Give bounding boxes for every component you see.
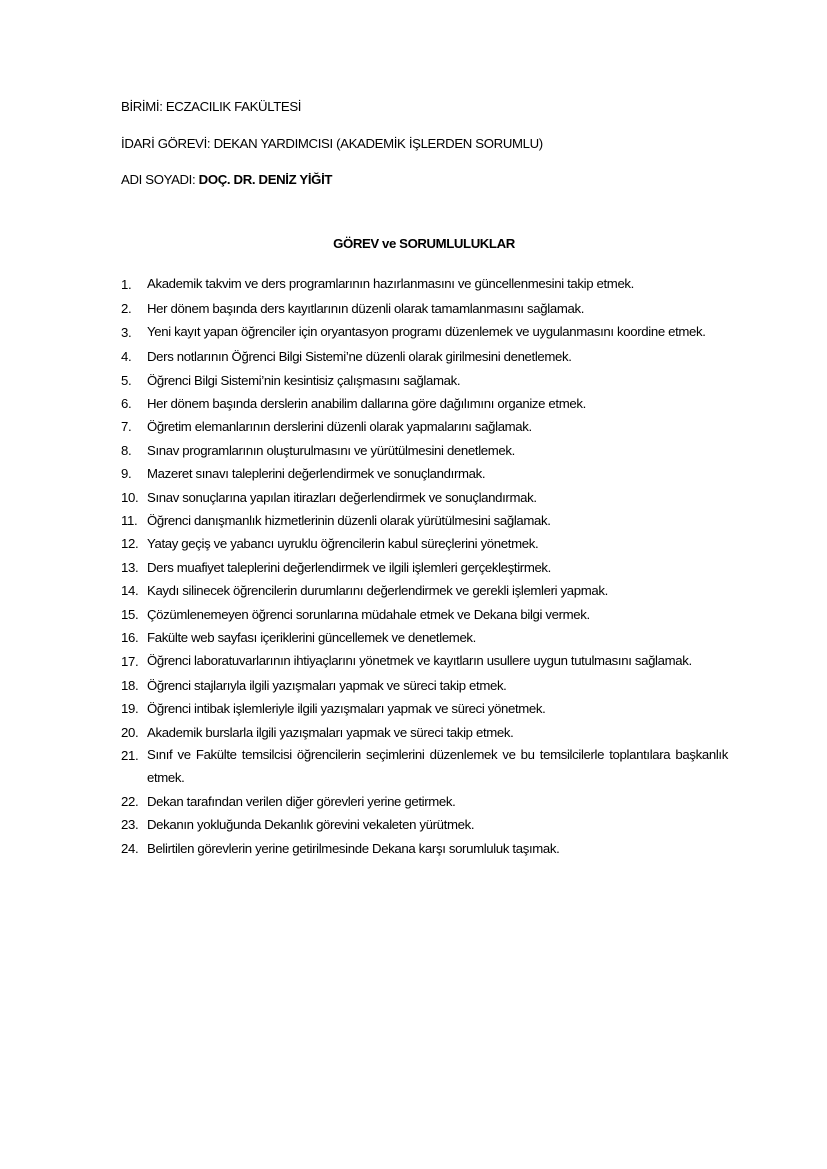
duty-item: [121, 697, 728, 720]
duty-text: Öğrenci Bilgi Sistemi’nin kesintisiz çalışmasını sağlamak.: [147, 372, 461, 388]
duty-number: 1.: [121, 277, 132, 292]
duty-number: 12.: [121, 536, 139, 552]
duty-item: [121, 462, 728, 485]
duty-item: [121, 273, 728, 296]
unit-label: BİRİMİ:: [121, 99, 163, 114]
duty-item: [121, 321, 728, 344]
duty-text: Öğrenci danışmanlık hizmetlerinin düzenli olarak yürütülmesini sağlamak.: [147, 513, 551, 529]
duty-number: 16.: [121, 630, 139, 646]
duty-item: [121, 439, 728, 462]
duty-number: 3.: [121, 324, 132, 340]
duty-text: Sınıf ve Fakülte temsilcisi öğrencilerin seçimlerini düzenlemek ve bu temsilcilerle toplantılara başkanlık etmek.: [147, 747, 728, 785]
duty-number: 20.: [121, 724, 139, 740]
duty-number: 22.: [121, 793, 139, 809]
duty-text: Mazeret sınavı taleplerini değerlendirmek ve sonuçlandırmak.: [147, 466, 486, 482]
duty-item: [121, 556, 728, 579]
duty-item: [121, 345, 728, 368]
duty-text: Belirtilen görevlerin yerine getirilmesinde Dekana karşı sorumluluk taşımak.: [147, 840, 560, 856]
duty-text: Kaydı silinecek öğrencilerin durumlarını değerlendirmek ve gerekli işlemleri yapmak.: [147, 583, 608, 599]
duty-number: 21.: [121, 748, 139, 764]
name-value: DOÇ. DR. DENİZ YİĞİT: [198, 172, 333, 187]
duty-item: [121, 603, 728, 626]
duty-text: Öğretim elemanlarının derslerini düzenli olarak yapmalarını sağlamak.: [147, 419, 532, 435]
duty-item: [121, 744, 728, 789]
duty-text: Öğrenci laboratuvarlarının ihtiyaçlarını yönetmek ve kayıtların usullere uygun tutulmasını sağlamak.: [147, 652, 692, 668]
duty-text: Ders notlarının Öğrenci Bilgi Sistemi’ne düzenli olarak girilmesini denetlemek.: [147, 349, 572, 365]
role-value: DEKAN YARDIMCISI (AKADEMİK İŞLERDEN SORUMLU): [213, 136, 543, 151]
duty-item: [121, 674, 728, 697]
duty-text: Akademik takvim ve ders programlarının hazırlanmasını ve güncellenmesini takip etmek.: [147, 276, 634, 291]
duty-item: [121, 721, 728, 744]
duty-item: [121, 579, 728, 602]
duty-number: 13.: [121, 559, 139, 575]
duty-item: [121, 532, 728, 555]
duty-number: 8.: [121, 442, 132, 458]
duty-number: 17.: [121, 653, 139, 669]
duty-item: [121, 369, 728, 392]
duty-number: 19.: [121, 701, 139, 717]
duty-item: [121, 415, 728, 438]
name-line: [121, 172, 332, 188]
duty-text: Yeni kayıt yapan öğrenciler için oryantasyon programı düzenlemek ve uygulanmasını koordine etmek.: [147, 323, 706, 339]
duty-number: 15.: [121, 606, 139, 622]
unit-value: ECZACILIK FAKÜLTESİ: [165, 99, 302, 114]
duty-number: 14.: [121, 583, 139, 599]
duty-text: Akademik burslarla ilgili yazışmaları yapmak ve süreci takip etmek.: [147, 724, 514, 740]
duty-item: [121, 813, 728, 836]
duty-text: Dekanın yokluğunda Dekanlık görevini vekaleten yürütmek.: [147, 817, 475, 833]
duty-text: Öğrenci stajlarıyla ilgili yazışmaları yapmak ve süreci takip etmek.: [147, 677, 507, 693]
duty-text: Sınav sonuçlarına yapılan itirazları değerlendirmek ve sonuçlandırmak.: [147, 489, 537, 505]
duty-text: Çözümlenemeyen öğrenci sorunlarına müdahale etmek ve Dekana bilgi vermek.: [147, 606, 590, 622]
role-line: [121, 136, 543, 152]
duty-number: 6.: [121, 396, 132, 412]
duty-number: 9.: [121, 466, 132, 482]
duty-number: 5.: [121, 372, 132, 388]
duty-text: Her dönem başında ders kayıtlarının düzenli olarak tamamlanmasını sağlamak.: [147, 301, 585, 317]
duty-item: [121, 790, 728, 813]
duty-number: 24.: [121, 840, 139, 856]
duty-number: 11.: [121, 513, 138, 529]
duty-item: [121, 486, 728, 509]
duty-text: Ders muafiyet taleplerini değerlendirmek ve ilgili işlemleri gerçekleştirmek.: [147, 559, 551, 575]
role-label: İDARİ GÖREVİ:: [121, 136, 211, 151]
duty-text: Sınav programlarının oluşturulmasını ve yürütülmesini denetlemek.: [147, 442, 515, 458]
section-title: GÖREV ve SORUMLULUKLAR: [333, 236, 515, 251]
duty-item: [121, 650, 728, 673]
duty-item: [121, 297, 728, 320]
duty-item: [121, 392, 728, 415]
duty-text: Yatay geçiş ve yabancı uyruklu öğrencilerin kabul süreçlerini yönetmek.: [147, 536, 539, 552]
duty-number: 10.: [121, 489, 139, 505]
duty-item: [121, 509, 728, 532]
duty-text: Her dönem başında derslerin anabilim dallarına göre dağılımını organize etmek.: [147, 396, 586, 412]
duty-number: 4.: [121, 349, 132, 365]
duty-text: Öğrenci intibak işlemleriyle ilgili yazışmaları yapmak ve süreci yönetmek.: [147, 701, 546, 717]
duty-item: [121, 837, 728, 860]
duty-text: Dekan tarafından verilen diğer görevleri yerine getirmek.: [147, 793, 456, 809]
duty-text: Fakülte web sayfası içeriklerini güncellemek ve denetlemek.: [147, 630, 476, 646]
duties-list: [121, 273, 728, 860]
duty-number: 18.: [121, 677, 139, 693]
duty-number: 23.: [121, 817, 139, 833]
unit-line: [121, 99, 301, 115]
duty-number: 2.: [121, 301, 132, 317]
duty-item: [121, 626, 728, 649]
duty-number: 7.: [121, 419, 132, 435]
name-label: ADI SOYADI:: [121, 172, 196, 187]
